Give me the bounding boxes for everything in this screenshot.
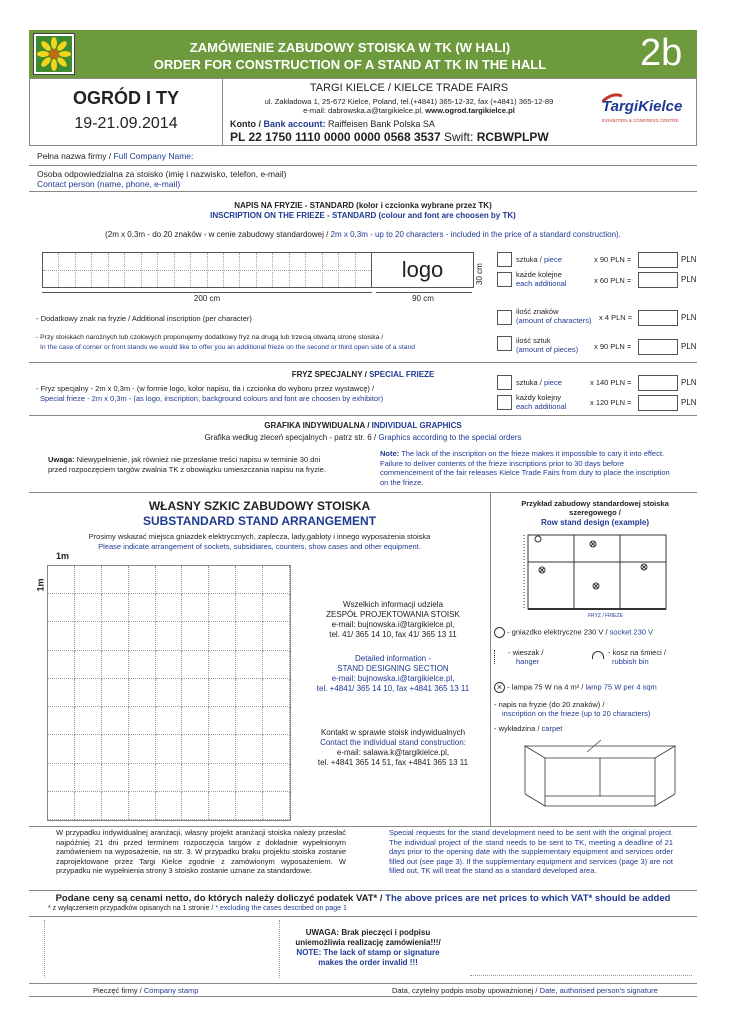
info-pl-line2: ZESPÓŁ PROJEKTOWANIA STOISK: [326, 610, 460, 619]
info-pl-line1: Wszelkich informacji udziela: [342, 600, 444, 609]
iban-line: [230, 130, 549, 144]
sketch-grid-cell[interactable]: [48, 566, 75, 594]
special-piece-en: piece: [543, 378, 562, 387]
chars-checkbox[interactable]: [497, 310, 512, 325]
sketch-grid-cell[interactable]: [209, 764, 236, 792]
socket-legend: [494, 627, 653, 638]
info-ind-line2: Contact the individual stand construction:: [320, 738, 466, 747]
frieze-desc: [29, 230, 697, 240]
sketch-grid-cell[interactable]: [129, 622, 156, 650]
chars-pl: ilość znaków: [516, 307, 559, 316]
inscription-legend: [494, 700, 650, 718]
sketch-grid-cell[interactable]: [129, 594, 156, 622]
sketch-grid-cell[interactable]: [236, 764, 263, 792]
bank-label-pl: Konto /: [230, 119, 261, 129]
frieze-piece-label: [516, 255, 562, 264]
frieze-char-cell[interactable]: [323, 253, 339, 287]
stamp-pl: Pieczęć firmy /: [93, 986, 142, 995]
special-additional-label: [516, 393, 566, 411]
sketch-grid-cell[interactable]: [48, 764, 75, 792]
sketch-grid[interactable]: [47, 565, 291, 821]
special-desc-en: Special frieze - 2m x 0,3m - (as logo, inscription, background colours and font are choosen by exhibitor): [40, 394, 384, 403]
graphics-title: [29, 421, 697, 431]
corner-price: x 90 PLN =: [594, 342, 632, 351]
contact-label-pl: Osoba odpowiedzialna za stoisko (imię i nazwisko, telefon, e-mail): [37, 169, 287, 179]
flower-logo-icon: [34, 34, 74, 74]
frieze-piece-total[interactable]: [638, 252, 678, 268]
info-ind-line3: e-mail: salawa.k@targikielce.pl,: [336, 748, 450, 757]
sketch-grid-cell[interactable]: [102, 792, 129, 820]
signature-warning: [270, 928, 466, 968]
sketch-grid-cell[interactable]: [129, 566, 156, 594]
graphics-note-en: [380, 449, 670, 487]
frieze-char-cell[interactable]: [224, 253, 240, 287]
org-contact: [228, 106, 590, 115]
vat-note: [29, 893, 697, 904]
sketch-grid-cell[interactable]: [75, 764, 102, 792]
sketch-grid-cell[interactable]: [156, 651, 183, 679]
individual-pl: W przypadku indywidualnej aranżacji, własny projekt aranżacji stoiska należy przesłać najpóźniej 21 dni przed terminem rozpoczęcia targów z dokładnie wypełnionym zamówieniem na wyposażenie, na str. 3. W przypadku braku projektu stoiska zostanie zaprojektowane przez Targi Kielce zgodnie z zamówionym wyposażeniem. W przypadku nie wypełnienia strony 3 stoisko zostanie uznane za standardowe.: [56, 828, 346, 876]
frieze-additional-en: each additional: [516, 279, 567, 288]
sketch-grid-cell[interactable]: [75, 792, 102, 820]
graphics-note-pl-label: Uwaga:: [48, 455, 75, 464]
sketch-grid-cell[interactable]: [182, 735, 209, 763]
carpet-legend: [494, 724, 562, 733]
vat-footnote: [48, 905, 347, 912]
sketch-grid-cell[interactable]: [209, 651, 236, 679]
sketch-grid-cell[interactable]: [75, 622, 102, 650]
frieze-char-cell[interactable]: [59, 253, 75, 287]
bin-en: rubbish bin: [612, 657, 649, 666]
frieze-char-cell[interactable]: [109, 253, 125, 287]
sketch-grid-cell[interactable]: [263, 679, 290, 707]
sketch-title-pl: WŁASNY SZKIC ZABUDOWY STOISKA: [148, 499, 371, 513]
sketch-grid-cell[interactable]: [48, 679, 75, 707]
frieze-additional-currency: PLN: [681, 275, 697, 284]
sketch-grid-cell[interactable]: [263, 792, 290, 820]
sketch-grid-cell[interactable]: [236, 707, 263, 735]
special-piece-label: [516, 378, 562, 387]
frieze-additional-label: [516, 270, 566, 288]
sketch-title-en: SUBSTANDARD STAND ARRANGEMENT: [142, 514, 377, 528]
warn-en-2: makes the order invalid !!!: [318, 958, 418, 967]
sketch-grid-cell[interactable]: [209, 735, 236, 763]
sketch-grid-cell[interactable]: [156, 594, 183, 622]
signature-line[interactable]: [470, 975, 692, 976]
inscription-en: inscription on the frieze (up to 20 characters): [502, 709, 651, 718]
frieze-piece-checkbox[interactable]: [497, 252, 512, 267]
frieze-logo-text: logo: [401, 257, 444, 282]
sketch-grid-cell[interactable]: [129, 651, 156, 679]
sketch-grid-cell[interactable]: [236, 651, 263, 679]
sketch-grid-cell[interactable]: [75, 566, 102, 594]
sketch-grid-cell[interactable]: [263, 622, 290, 650]
frieze-char-cell[interactable]: [191, 253, 207, 287]
graphics-title-pl: GRAFIKA INDYWIDUALNA /: [264, 421, 370, 430]
vat-en: The above prices are net prices to which VAT* should be added: [385, 893, 671, 904]
bin-icon: [592, 651, 604, 659]
frieze-height-label: 30 cm: [475, 263, 484, 285]
graphics-title-en: INDIVIDUAL GRAPHICS: [371, 421, 462, 430]
info-block-en: [296, 654, 490, 694]
info-block-individual: [296, 728, 490, 768]
sketch-grid-cell[interactable]: [102, 651, 129, 679]
sketch-grid-cell[interactable]: [129, 764, 156, 792]
org-web: www.ogrod.targikielce.pl: [425, 106, 515, 115]
info-ind-line1: Kontakt w sprawie stoisk indywidualnych: [320, 728, 466, 737]
sketch-grid-cell[interactable]: [48, 707, 75, 735]
corner-en: In the case of corner or front stands we would like to offer you an additional frieze on the second or third open side of a stand: [40, 344, 416, 351]
sketch-grid-cell[interactable]: [48, 651, 75, 679]
sketch-grid-cell[interactable]: [263, 651, 290, 679]
frieze-char-cell[interactable]: [76, 253, 92, 287]
sketch-grid-cell[interactable]: [209, 622, 236, 650]
graphics-note-pl-text: Niewypełnienie, jak również nie przesłanie treści napisu w terminie 30 dni przed rozpoczęciem targów zwalnia TK z obowiązku umieszczania napisu na fryzie.: [48, 455, 326, 474]
special-title-pl: FRYZ SPECJALNY /: [291, 370, 367, 379]
sketch-grid-cell[interactable]: [75, 679, 102, 707]
frieze-char-cell[interactable]: [339, 253, 355, 287]
info-pl-line4: tel. 41/ 365 14 10, fax 41/ 365 13 11: [329, 630, 457, 639]
hanger-legend: [494, 648, 543, 666]
sketch-grid-cell[interactable]: [48, 594, 75, 622]
sketch-grid-cell[interactable]: [75, 594, 102, 622]
org-name: TARGI KIELCE / KIELCE TRADE FAIRS: [309, 82, 509, 94]
inscription-pl: - napis na fryzie (do 20 znaków) /: [494, 700, 605, 709]
graphics-desc-pl: Grafika według zleceń specjalnych - patrz str. 6 /: [204, 433, 377, 442]
info-en-line2: STAND DESIGNING SECTION: [337, 664, 449, 673]
sign-label: [392, 986, 658, 995]
sketch-grid-cell[interactable]: [48, 735, 75, 763]
lamp-legend: [494, 682, 657, 693]
frieze-additional-checkbox[interactable]: [497, 272, 512, 287]
frieze-logo-box[interactable]: [372, 252, 474, 288]
sketch-grid-cell[interactable]: [263, 566, 290, 594]
sketch-grid-cell[interactable]: [75, 735, 102, 763]
sketch-grid-cell[interactable]: [209, 566, 236, 594]
corner-qty-label: [516, 336, 578, 354]
corner-currency: PLN: [681, 342, 697, 351]
bin-pl: - kosz na śmieci /: [608, 648, 666, 657]
sketch-grid-cell[interactable]: [102, 594, 129, 622]
scale-horizontal: 1m: [56, 551, 70, 561]
individual-en: Special requests for the stand development need to be sent with the original project. The individual project of the stand needs to be sent to TK, meeting a deadline of 21 days prior to the opening date with the supplementary equipment and services order filled out (see page 3). If the supplementary equipment and services (page 3) are not filled out, TK will treat the stand as a standard developed area.: [389, 828, 673, 876]
special-additional-currency: PLN: [681, 398, 697, 407]
contact-person-row[interactable]: [29, 166, 697, 192]
chars-total[interactable]: [638, 310, 678, 326]
corner-pl: - Przy stoiskach narożnych lub czołowych proponujemy dodatkowy fryz na drugą lub trzecią otwartą stronę stoiska /: [36, 334, 384, 341]
sketch-grid-cell[interactable]: [236, 735, 263, 763]
frieze-piece-price: x 90 PLN =: [594, 255, 632, 264]
bank-label-en: Bank account:: [263, 119, 326, 129]
sketch-grid-cell[interactable]: [156, 679, 183, 707]
frieze-char-cell[interactable]: [92, 253, 108, 287]
info-pl-line3: e-mail: bujnowska.i@targikielce.pl,: [331, 620, 455, 629]
hanger-icon: [494, 650, 500, 664]
frieze-char-cell[interactable]: [240, 253, 256, 287]
sketch-grid-cell[interactable]: [236, 792, 263, 820]
info-ind-line4: tel. +4841 365 14 51, fax +4841 365 13 11: [317, 758, 469, 767]
sketch-grid-cell[interactable]: [263, 707, 290, 735]
sketch-desc-en: Please indicate arrangement of sockets, subsidiares, counters, show cases and other equipment.: [98, 542, 421, 551]
chars-currency: PLN: [681, 313, 697, 322]
swift-label: Swift:: [444, 130, 474, 144]
frieze-char-cell[interactable]: [125, 253, 141, 287]
org-email: e-mail: dabrowska.a@targikielce.pl,: [303, 106, 424, 115]
frieze-char-cell[interactable]: [142, 253, 158, 287]
frieze-additional-pl: każde kolejne: [516, 270, 562, 279]
form-number: 2b: [640, 32, 683, 74]
sketch-grid-cell[interactable]: [75, 707, 102, 735]
swift: RCBWPLPW: [476, 130, 549, 144]
example-title-en: Row stand design (example): [540, 518, 650, 527]
corner-total[interactable]: [638, 339, 678, 355]
sketch-grid-cell[interactable]: [182, 792, 209, 820]
sketch-grid-cell[interactable]: [129, 707, 156, 735]
vat-foot-en: * excluding the cases described on page 1: [215, 905, 347, 912]
flower-logo-box: [33, 33, 75, 75]
frieze-piece-pl: sztuka /: [516, 255, 542, 264]
example-frieze-label: FRYZ / FRIEZE: [588, 613, 623, 619]
info-block-pl: [296, 600, 490, 640]
sketch-grid-cell[interactable]: [48, 792, 75, 820]
special-piece-price: x 140 PLN =: [590, 378, 632, 387]
sketch-grid-cell[interactable]: [182, 594, 209, 622]
sketch-grid-cell[interactable]: [48, 622, 75, 650]
logo-sub: EXHIBITION & CONGRESS CENTRE: [602, 118, 679, 123]
warn-en-1: NOTE: The lack of stamp or signature: [296, 948, 440, 957]
chars-label: [516, 307, 591, 325]
vat-pl: Podane ceny są cenami netto, do których należy doliczyć podatek VAT* /: [55, 893, 383, 904]
corner-checkbox[interactable]: [497, 336, 512, 351]
special-piece-checkbox[interactable]: [497, 375, 512, 390]
special-piece-currency: PLN: [681, 378, 697, 387]
org-address: ul. Zakładowa 1, 25-672 Kielce, Poland, tel.(+4841) 365-12-32, fax (+4841) 365-12-89: [264, 97, 554, 106]
frieze-additional-total[interactable]: [638, 272, 678, 288]
corner-qty-en: (amount of pieces): [516, 345, 579, 354]
special-additional-checkbox[interactable]: [497, 395, 512, 410]
graphics-note-pl: [48, 455, 330, 474]
special-desc-pl: - Fryz specjalny - 2m x 0,3m - (w formie logo, kolor napisu, tła i czcionka do wyboru przez wystawcę) /: [36, 384, 375, 393]
corner-qty-pl: ilość sztuk: [516, 336, 551, 345]
iban: PL 22 1750 1110 0000 0000 0568 3537: [230, 130, 441, 144]
frieze-desc-en: 2m x 0,3m - up to 20 characters - included in the price of a standard construction).: [330, 230, 621, 239]
frieze-char-cell[interactable]: [175, 253, 191, 287]
sketch-grid-cell[interactable]: [102, 707, 129, 735]
bin-legend: [592, 648, 666, 666]
sketch-grid-cell[interactable]: [236, 622, 263, 650]
special-additional-price: x 120 PLN =: [590, 398, 632, 407]
event-dates: 19-21.09.2014: [74, 115, 178, 132]
lamp-en: lamp 75 W per 4 sqm: [585, 682, 657, 692]
sketch-grid-cell[interactable]: [209, 707, 236, 735]
sketch-grid-cell[interactable]: [102, 622, 129, 650]
chars-en: (amount of characters): [516, 316, 592, 325]
sketch-grid-cell[interactable]: [129, 679, 156, 707]
scale-vertical: 1m: [35, 578, 46, 592]
carpet-en: carpet: [541, 724, 563, 733]
frieze-desc-pl: (2m x 0,3m - do 20 znaków - w cenie zabudowy standardowej /: [105, 230, 329, 239]
frieze-char-cell[interactable]: [158, 253, 174, 287]
sketch-grid-cell[interactable]: [156, 622, 183, 650]
bank-line: [230, 119, 435, 129]
sketch-grid-cell[interactable]: [75, 651, 102, 679]
sketch-grid-cell[interactable]: [102, 764, 129, 792]
sketch-grid-cell[interactable]: [209, 792, 236, 820]
sign-en: Date, authorised person's signature: [539, 986, 658, 995]
special-title-en: SPECIAL FRIEZE: [369, 370, 435, 379]
hanger-pl: - wieszak /: [508, 648, 544, 657]
special-additional-pl: każdy kolejny: [516, 393, 562, 402]
row-stand-plan: [520, 532, 670, 617]
special-piece-pl: sztuka /: [516, 378, 542, 387]
special-additional-total[interactable]: [638, 395, 678, 411]
sketch-grid-cell[interactable]: [182, 679, 209, 707]
hanger-en: hanger: [516, 657, 540, 666]
frieze-char-cell[interactable]: [290, 253, 306, 287]
logo-main: TargiKielce: [602, 98, 683, 115]
vat-foot-pl: * z wyłączeniem przypadków opisanych na 1 stronie /: [48, 905, 214, 912]
company-name-label-pl: Pełna nazwa firmy /: [37, 151, 112, 161]
company-stamp-area[interactable]: [44, 920, 280, 978]
frieze-char-cell[interactable]: [306, 253, 322, 287]
frieze-inscription-grid[interactable]: [42, 252, 372, 288]
info-en-line4: tel. +4841/ 365 14 10, fax +4841 365 13 11: [316, 684, 470, 693]
sketch-grid-cell[interactable]: [263, 764, 290, 792]
graphics-desc: [29, 433, 697, 443]
sketch-grid-cell[interactable]: [182, 622, 209, 650]
sketch-grid-cell[interactable]: [209, 594, 236, 622]
sketch-grid-cell[interactable]: [102, 679, 129, 707]
sketch-grid-cell[interactable]: [182, 651, 209, 679]
warn-pl-1: UWAGA: Brak pieczęci i podpisu: [305, 928, 431, 937]
graphics-desc-en: Graphics according to the special orders: [378, 433, 522, 442]
frieze-additional-price: x 60 PLN =: [594, 276, 632, 285]
frieze-piece-en: piece: [543, 255, 562, 264]
company-name-row[interactable]: [29, 148, 697, 166]
frieze-char-cell[interactable]: [257, 253, 273, 287]
frieze-char-cell[interactable]: [208, 253, 224, 287]
targi-kielce-logo: [596, 86, 694, 136]
sketch-desc-pl: Prosimy wskazać miejsca gniazdek elektrycznych, zaplecza, lady,gabloty i innego wyposażenia stoiska: [88, 532, 431, 541]
sketch-grid-cell[interactable]: [156, 566, 183, 594]
stamp-label: [93, 986, 198, 995]
sketch-grid-cell[interactable]: [129, 792, 156, 820]
event-name: OGRÓD I TY: [72, 88, 179, 108]
special-piece-total[interactable]: [638, 375, 678, 391]
sketch-grid-cell[interactable]: [156, 764, 183, 792]
frieze-logo-width-label: 90 cm: [412, 294, 434, 303]
frieze-title-en: INSCRIPTION ON THE FRIEZE - STANDARD (colour and font are choosen by TK): [210, 211, 516, 220]
sketch-grid-cell[interactable]: [236, 594, 263, 622]
sketch-grid-cell[interactable]: [236, 679, 263, 707]
sketch-grid-cell[interactable]: [156, 792, 183, 820]
sketch-grid-cell[interactable]: [182, 764, 209, 792]
graphics-note-en-text: The lack of the inscription on the frieze makes it impossible to cary it into effect. Failure to deliver contents of the frieze inscriptions prior to 30 days before commencement of the fair releases Kielce Trade Fairs from duty to place the inscription on the frieze.: [380, 449, 670, 487]
frieze-char-cell[interactable]: [273, 253, 289, 287]
sign-pl: Data, czytelny podpis osoby upoważnionej /: [392, 986, 538, 995]
header-title-pl: ZAMÓWIENIE ZABUDOWY STOISKA W TK (W HALI): [189, 40, 511, 55]
sketch-grid-cell[interactable]: [236, 566, 263, 594]
sketch-grid-cell[interactable]: [182, 707, 209, 735]
stamp-en: Company stamp: [143, 986, 199, 995]
chars-price: x 4 PLN =: [599, 313, 633, 322]
sketch-grid-cell[interactable]: [102, 735, 129, 763]
lamp-icon: ×: [494, 682, 505, 693]
frieze-char-cell[interactable]: [43, 253, 59, 287]
frieze-width-label: 200 cm: [193, 294, 221, 303]
sketch-grid-cell[interactable]: [263, 594, 290, 622]
example-title-pl: Przykład zabudowy standardowej stoiska szeregowego /: [521, 499, 669, 517]
sketch-grid-cell[interactable]: [129, 735, 156, 763]
sketch-grid-cell[interactable]: [263, 735, 290, 763]
sketch-grid-cell[interactable]: [182, 566, 209, 594]
socket-icon: [494, 627, 505, 638]
lamp-pl: - lampa 75 W na 4 m² /: [507, 682, 584, 692]
graphics-note-en-label: Note:: [380, 449, 400, 458]
info-en-line1: Detailed information -: [354, 654, 432, 663]
additional-char-label: - Dodatkowy znak na fryzie / Additional inscription (per character): [36, 314, 252, 323]
stand-3d-drawing: [505, 736, 695, 824]
sketch-grid-cell[interactable]: [156, 707, 183, 735]
frieze-piece-currency: PLN: [681, 255, 697, 264]
carpet-pl: - wykładzina /: [494, 724, 540, 733]
company-name-label-en: Full Company Name:: [113, 151, 194, 161]
warn-pl-2: uniemożliwia realizację zamówienia!!!/: [295, 938, 441, 947]
info-en-line3: e-mail: bujnowska.i@targikielce.pl,: [331, 674, 455, 683]
sketch-grid-cell[interactable]: [209, 679, 236, 707]
special-additional-en: each additional: [516, 402, 567, 411]
socket-en: socket 230 V: [609, 627, 654, 637]
sketch-grid-cell[interactable]: [102, 566, 129, 594]
header-title-en: ORDER FOR CONSTRUCTION OF A STAND AT TK IN THE HALL: [153, 57, 547, 72]
sketch-grid-cell[interactable]: [156, 735, 183, 763]
bank-name: Raiffeisen Bank Polska SA: [328, 119, 435, 129]
frieze-title-pl: NAPIS NA FRYZIE - STANDARD (kolor i czcionka wybrane przez TK): [234, 201, 492, 210]
socket-pl: - gniazdko elektryczne 230 V /: [507, 627, 608, 637]
frieze-char-cell[interactable]: [356, 253, 371, 287]
contact-label-en: Contact person (name, phone, e-mail): [37, 179, 181, 189]
